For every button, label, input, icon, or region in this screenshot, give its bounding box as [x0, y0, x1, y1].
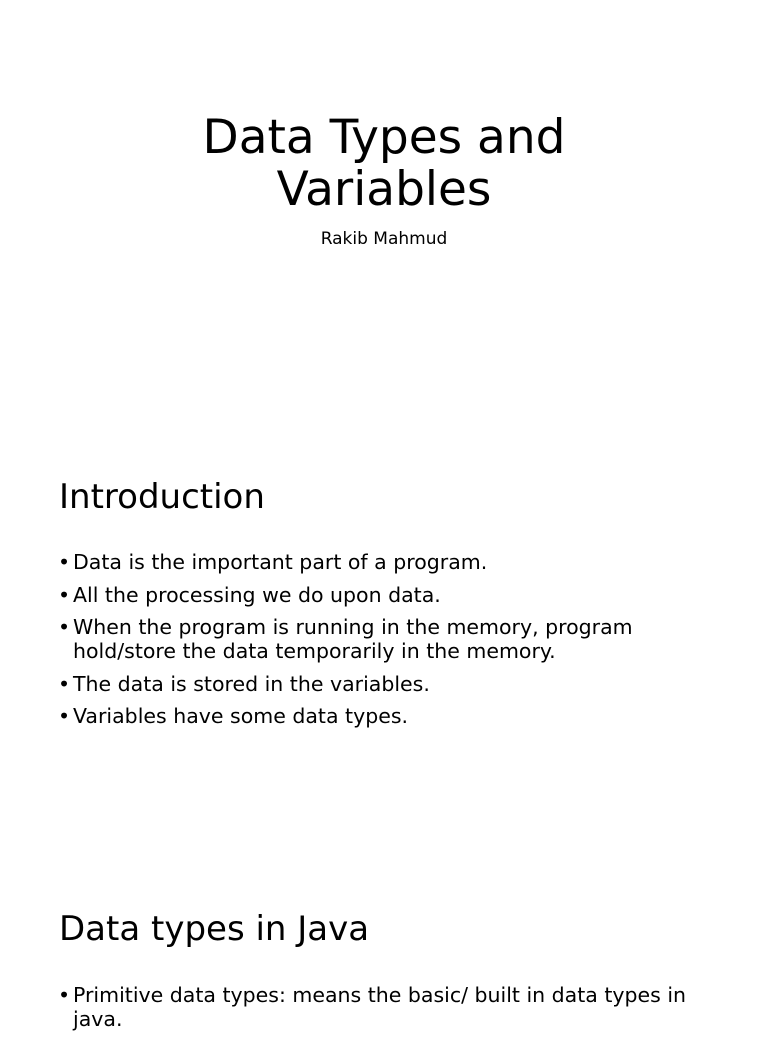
title-line-1: Data Types and: [202, 110, 566, 165]
bullet-list: [58, 550, 718, 737]
bullet-icon: •: [58, 615, 71, 639]
list-item: [58, 672, 718, 696]
list-item: [58, 615, 718, 663]
list-item: [58, 583, 718, 607]
bullet-icon: •: [58, 704, 71, 728]
author-subtitle: Rakib Mahmud: [320, 229, 448, 249]
bullet-list: [58, 983, 718, 1040]
section-heading-data-types: Data types in Java: [59, 909, 370, 949]
bullet-icon: •: [58, 550, 71, 574]
list-item-text: Primitive data types: means the basic/ built in data types in java.: [73, 983, 687, 1031]
page-title: [0, 112, 768, 216]
list-item: [58, 550, 718, 574]
list-item-text: Data is the important part of a program.: [73, 550, 488, 574]
list-item: [58, 704, 718, 728]
data-types-slide: [0, 864, 768, 1031]
introduction-slide: [0, 432, 768, 864]
title-line-2: Variables: [276, 162, 492, 217]
title-slide: [0, 0, 768, 432]
bullet-icon: •: [58, 582, 71, 607]
list-item-text: When the program is running in the memory, program hold/store the data temporarily in the memory.: [73, 615, 633, 663]
bullet-icon: •: [58, 671, 71, 696]
section-heading-introduction: Introduction: [59, 477, 265, 517]
list-item-text: The data is stored in the variables.: [73, 671, 430, 696]
bullet-icon: •: [58, 983, 71, 1007]
list-item-text: Variables have some data types.: [73, 704, 409, 728]
list-item-text: All the processing we do upon data.: [73, 582, 441, 607]
